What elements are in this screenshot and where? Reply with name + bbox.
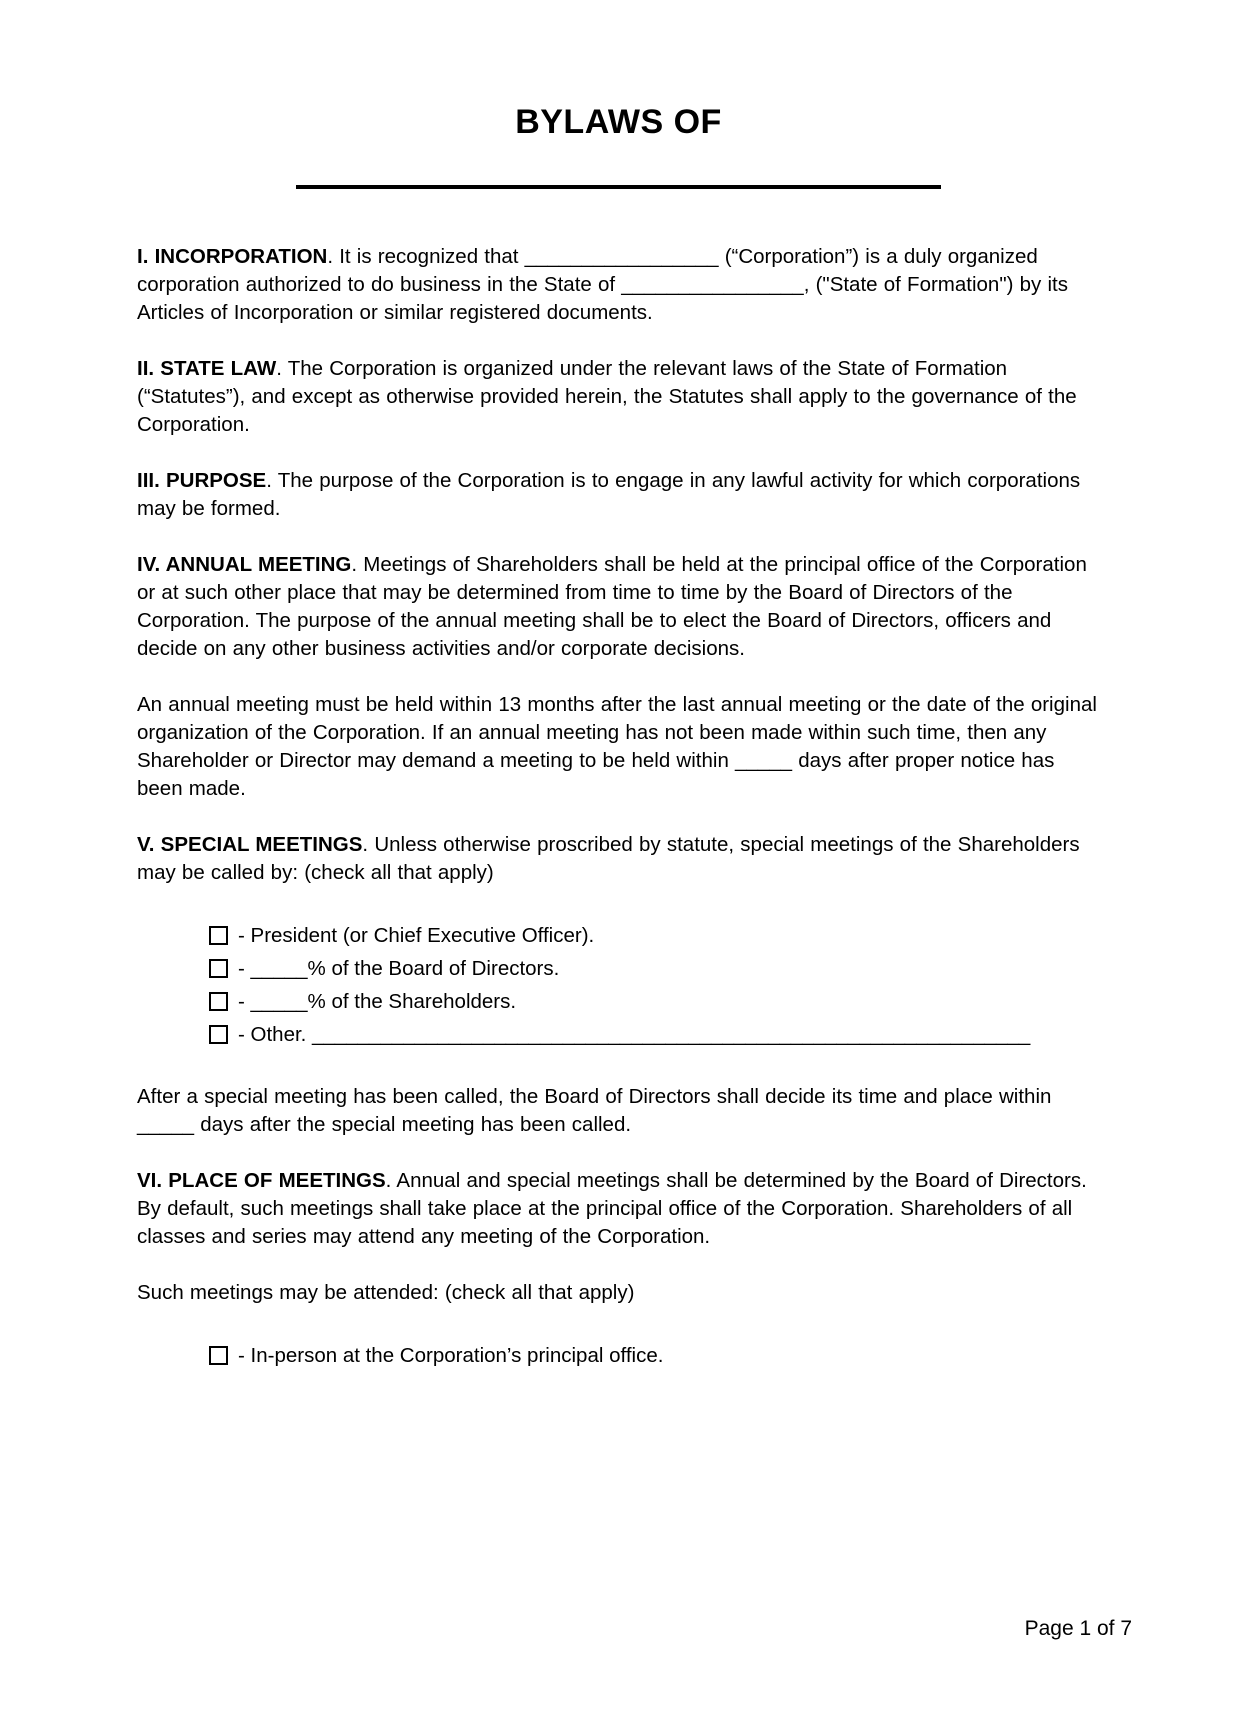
document-page [0,104,1237,1372]
checklist-item-label: - _____% of the Shareholders. [238,989,517,1013]
checklist-item-president [209,919,1100,952]
special-meetings-checklist [209,919,1100,1051]
checkbox-icon[interactable] [209,959,228,978]
checklist-item-label: - Other. _______________________________________________________________ [238,1022,1031,1046]
section-special-meetings-body: . Unless otherwise proscribed by statute, special meetings of the Shareholders may be called by: (check all that apply) [137,833,1080,884]
section-annual-meeting-body: . Meetings of Shareholders shall be held at the principal office of the Corporation or at such other place that may be determined from time to time by the Board of Directors of the Corporation. The purpose of the annual meeting shall be to elect the Board of Directors, officers and decide on any other business activities and/or corporate decisions. [137,553,1087,660]
section-state-law-heading: II. STATE LAW [137,357,277,380]
section-state-law-body: . The Corporation is organized under the relevant laws of the State of Formation (“Statutes”), and except as otherwise provided herein, the Statutes shall apply to the governance of the Corporation. [137,357,1077,436]
meetings-attended-paragraph: Such meetings may be attended: (check all that apply) [137,1281,635,1304]
section-special-meetings [137,831,1100,887]
section-place-of-meetings-heading: VI. PLACE OF MEETINGS [137,1169,386,1192]
checklist-item-label: - President (or Chief Executive Officer). [238,923,595,947]
section-purpose [137,467,1100,523]
checkbox-icon[interactable] [209,992,228,1011]
checklist-item-board-percent [209,952,1100,985]
section-state-law [137,355,1100,439]
section-special-meetings-heading: V. SPECIAL MEETINGS [137,833,363,856]
section-purpose-heading: III. PURPOSE [137,469,267,492]
document-title: BYLAWS OF [515,103,722,141]
section-annual-meeting [137,551,1100,663]
company-name-blank-line[interactable] [296,185,941,189]
checklist-item-label: - _____% of the Board of Directors. [238,956,560,980]
checklist-item-label: - In-person at the Corporation’s principal office. [238,1343,664,1367]
annual-meeting-second-paragraph: An annual meeting must be held within 13 months after the last annual meeting or the date of the original organization of the Corporation. If an annual meeting has not been made within such time, then any Shareholder or Director may demand a meeting to be held within _____ days after proper notice has been made. [137,693,1097,800]
page-number: Page 1 of 7 [1024,1617,1132,1640]
attendance-checklist [209,1339,1100,1372]
section-incorporation [137,243,1100,327]
special-meetings-second-paragraph: After a special meeting has been called, the Board of Directors shall decide its time and place within _____ days after the special meeting has been called. [137,1085,1052,1136]
section-purpose-body: . The purpose of the Corporation is to engage in any lawful activity for which corporations may be formed. [137,469,1081,520]
checklist-item-in-person [209,1339,1100,1372]
section-annual-meeting-heading: IV. ANNUAL MEETING [137,553,352,576]
section-place-of-meetings [137,1167,1100,1251]
section-incorporation-body: . It is recognized that _________________ (“Corporation”) is a duly organized corporation authorized to do business in the State of ________________, ("State of Formation") by its Articles of Incorporation or similar registered documents. [137,245,1068,324]
checkbox-icon[interactable] [209,1025,228,1044]
section-place-of-meetings-body: . Annual and special meetings shall be determined by the Board of Directors. By default, such meetings shall take place at the principal office of the Corporation. Shareholders of all classes and series may attend any meeting of the Corporation. [137,1169,1087,1248]
section-incorporation-heading: I. INCORPORATION [137,245,328,268]
checklist-item-shareholders-percent [209,985,1100,1018]
checklist-item-other [209,1018,1100,1051]
checkbox-icon[interactable] [209,1346,228,1365]
checkbox-icon[interactable] [209,926,228,945]
